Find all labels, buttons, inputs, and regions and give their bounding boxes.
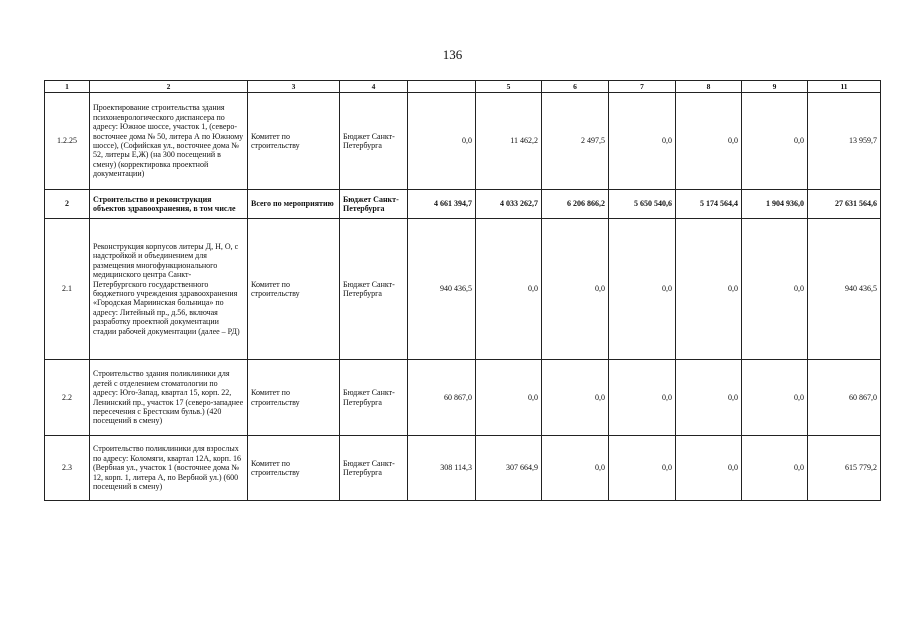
row-index: 2.3 [45, 436, 90, 501]
column-header: 5 [476, 81, 542, 93]
amount-total: 615 779,2 [808, 436, 881, 501]
funding-source: Бюджет Санкт-Петербурга [340, 436, 408, 501]
amount-cell: 0,0 [676, 360, 742, 436]
amount-cell: 0,0 [742, 360, 808, 436]
amount-cell: 0,0 [676, 436, 742, 501]
row-index: 2 [45, 190, 90, 219]
amount-cell: 0,0 [542, 360, 609, 436]
table-row [45, 436, 881, 501]
funding-source: Бюджет Санкт-Петербурга [340, 360, 408, 436]
column-header: 2 [90, 81, 248, 93]
table-row [45, 190, 881, 219]
amount-total: 27 631 564,6 [808, 190, 881, 219]
table-header-row [45, 81, 881, 93]
amount-cell: 0,0 [676, 93, 742, 190]
page-number: 136 [442, 47, 463, 62]
amount-cell: 5 174 564,4 [676, 190, 742, 219]
amount-cell: 0,0 [542, 436, 609, 501]
row-index: 1.2.25 [45, 93, 90, 190]
column-header: 3 [248, 81, 340, 93]
amount-cell: 0,0 [742, 93, 808, 190]
funding-source: Бюджет Санкт-Петербурга [340, 219, 408, 360]
amount-cell: 0,0 [609, 93, 676, 190]
responsible-org: Всего по мероприятию [248, 190, 340, 219]
project-name: Реконструкция корпусов литеры Д, Н, О, с надстройкой и объединением для размещения многофункционального медицинского центра Санкт-Петербургского государственного бюджетного учреждения здравоохранения «Городская Мариинская больница» по адресу: Литейный пр., д.56, включая разработку проектной документации стадии рабочей документации (далее – РД) [90, 219, 248, 360]
amount-total: 60 867,0 [808, 360, 881, 436]
budget-table [44, 80, 881, 501]
amount-cell: 2 497,5 [542, 93, 609, 190]
responsible-org: Комитет по строительству [248, 360, 340, 436]
column-header [408, 81, 476, 93]
funding-source: Бюджет Санкт-Петербурга [340, 93, 408, 190]
amount-cell: 0,0 [742, 219, 808, 360]
amount-cell: 60 867,0 [408, 360, 476, 436]
column-header: 8 [676, 81, 742, 93]
project-name: Строительство поликлиники для взрослых по адресу: Коломяги, квартал 12А, корп. 16 (Вербная ул., участок 1 (восточнее дома № 12, корп. 1, литера А, по Вербной ул.) (600 посещений в смену) [90, 436, 248, 501]
table-row [45, 360, 881, 436]
amount-cell: 307 664,9 [476, 436, 542, 501]
amount-cell: 940 436,5 [408, 219, 476, 360]
amount-cell: 0,0 [609, 360, 676, 436]
column-header: 6 [542, 81, 609, 93]
table-row [45, 219, 881, 360]
column-header: 1 [45, 81, 90, 93]
row-index: 2.2 [45, 360, 90, 436]
project-name: Строительство здания поликлиники для детей с отделением стоматологии по адресу: Юго-Запад, квартал 15, корп. 22, Ленинский пр., участок 17 (северо-западнее пересечения с Брестским бульв.) (420 посещений в смену) [90, 360, 248, 436]
amount-cell: 308 114,3 [408, 436, 476, 501]
amount-cell: 0,0 [676, 219, 742, 360]
column-header: 11 [808, 81, 881, 93]
amount-cell: 1 904 936,0 [742, 190, 808, 219]
amount-cell: 0,0 [609, 219, 676, 360]
amount-cell: 0,0 [408, 93, 476, 190]
column-header: 7 [609, 81, 676, 93]
amount-cell: 6 206 866,2 [542, 190, 609, 219]
responsible-org: Комитет по строительству [248, 436, 340, 501]
responsible-org: Комитет по строительству [248, 93, 340, 190]
amount-cell: 5 650 540,6 [609, 190, 676, 219]
amount-total: 13 959,7 [808, 93, 881, 190]
project-name: Строительство и реконструкция объектов здравоохранения, в том числе [90, 190, 248, 219]
column-header: 9 [742, 81, 808, 93]
project-name: Проектирование строительства здания психоневрологического диспансера по адресу: Южное шоссе, участок 1, (северо-восточнее дома № 50, литера А по Южному шоссе), (Софийская ул., восточнее дома № 52, литеры Е,Ж) (на 300 посещений в смену) (корректировка проектной документации) [90, 93, 248, 190]
amount-cell: 0,0 [742, 436, 808, 501]
amount-cell: 0,0 [476, 219, 542, 360]
funding-source: Бюджет Санкт-Петербурга [340, 190, 408, 219]
table-row [45, 93, 881, 190]
amount-cell: 11 462,2 [476, 93, 542, 190]
amount-cell: 0,0 [542, 219, 609, 360]
amount-cell: 0,0 [609, 436, 676, 501]
amount-cell: 0,0 [476, 360, 542, 436]
column-header: 4 [340, 81, 408, 93]
amount-total: 940 436,5 [808, 219, 881, 360]
amount-cell: 4 033 262,7 [476, 190, 542, 219]
amount-cell: 4 661 394,7 [408, 190, 476, 219]
row-index: 2.1 [45, 219, 90, 360]
responsible-org: Комитет по строительству [248, 219, 340, 360]
